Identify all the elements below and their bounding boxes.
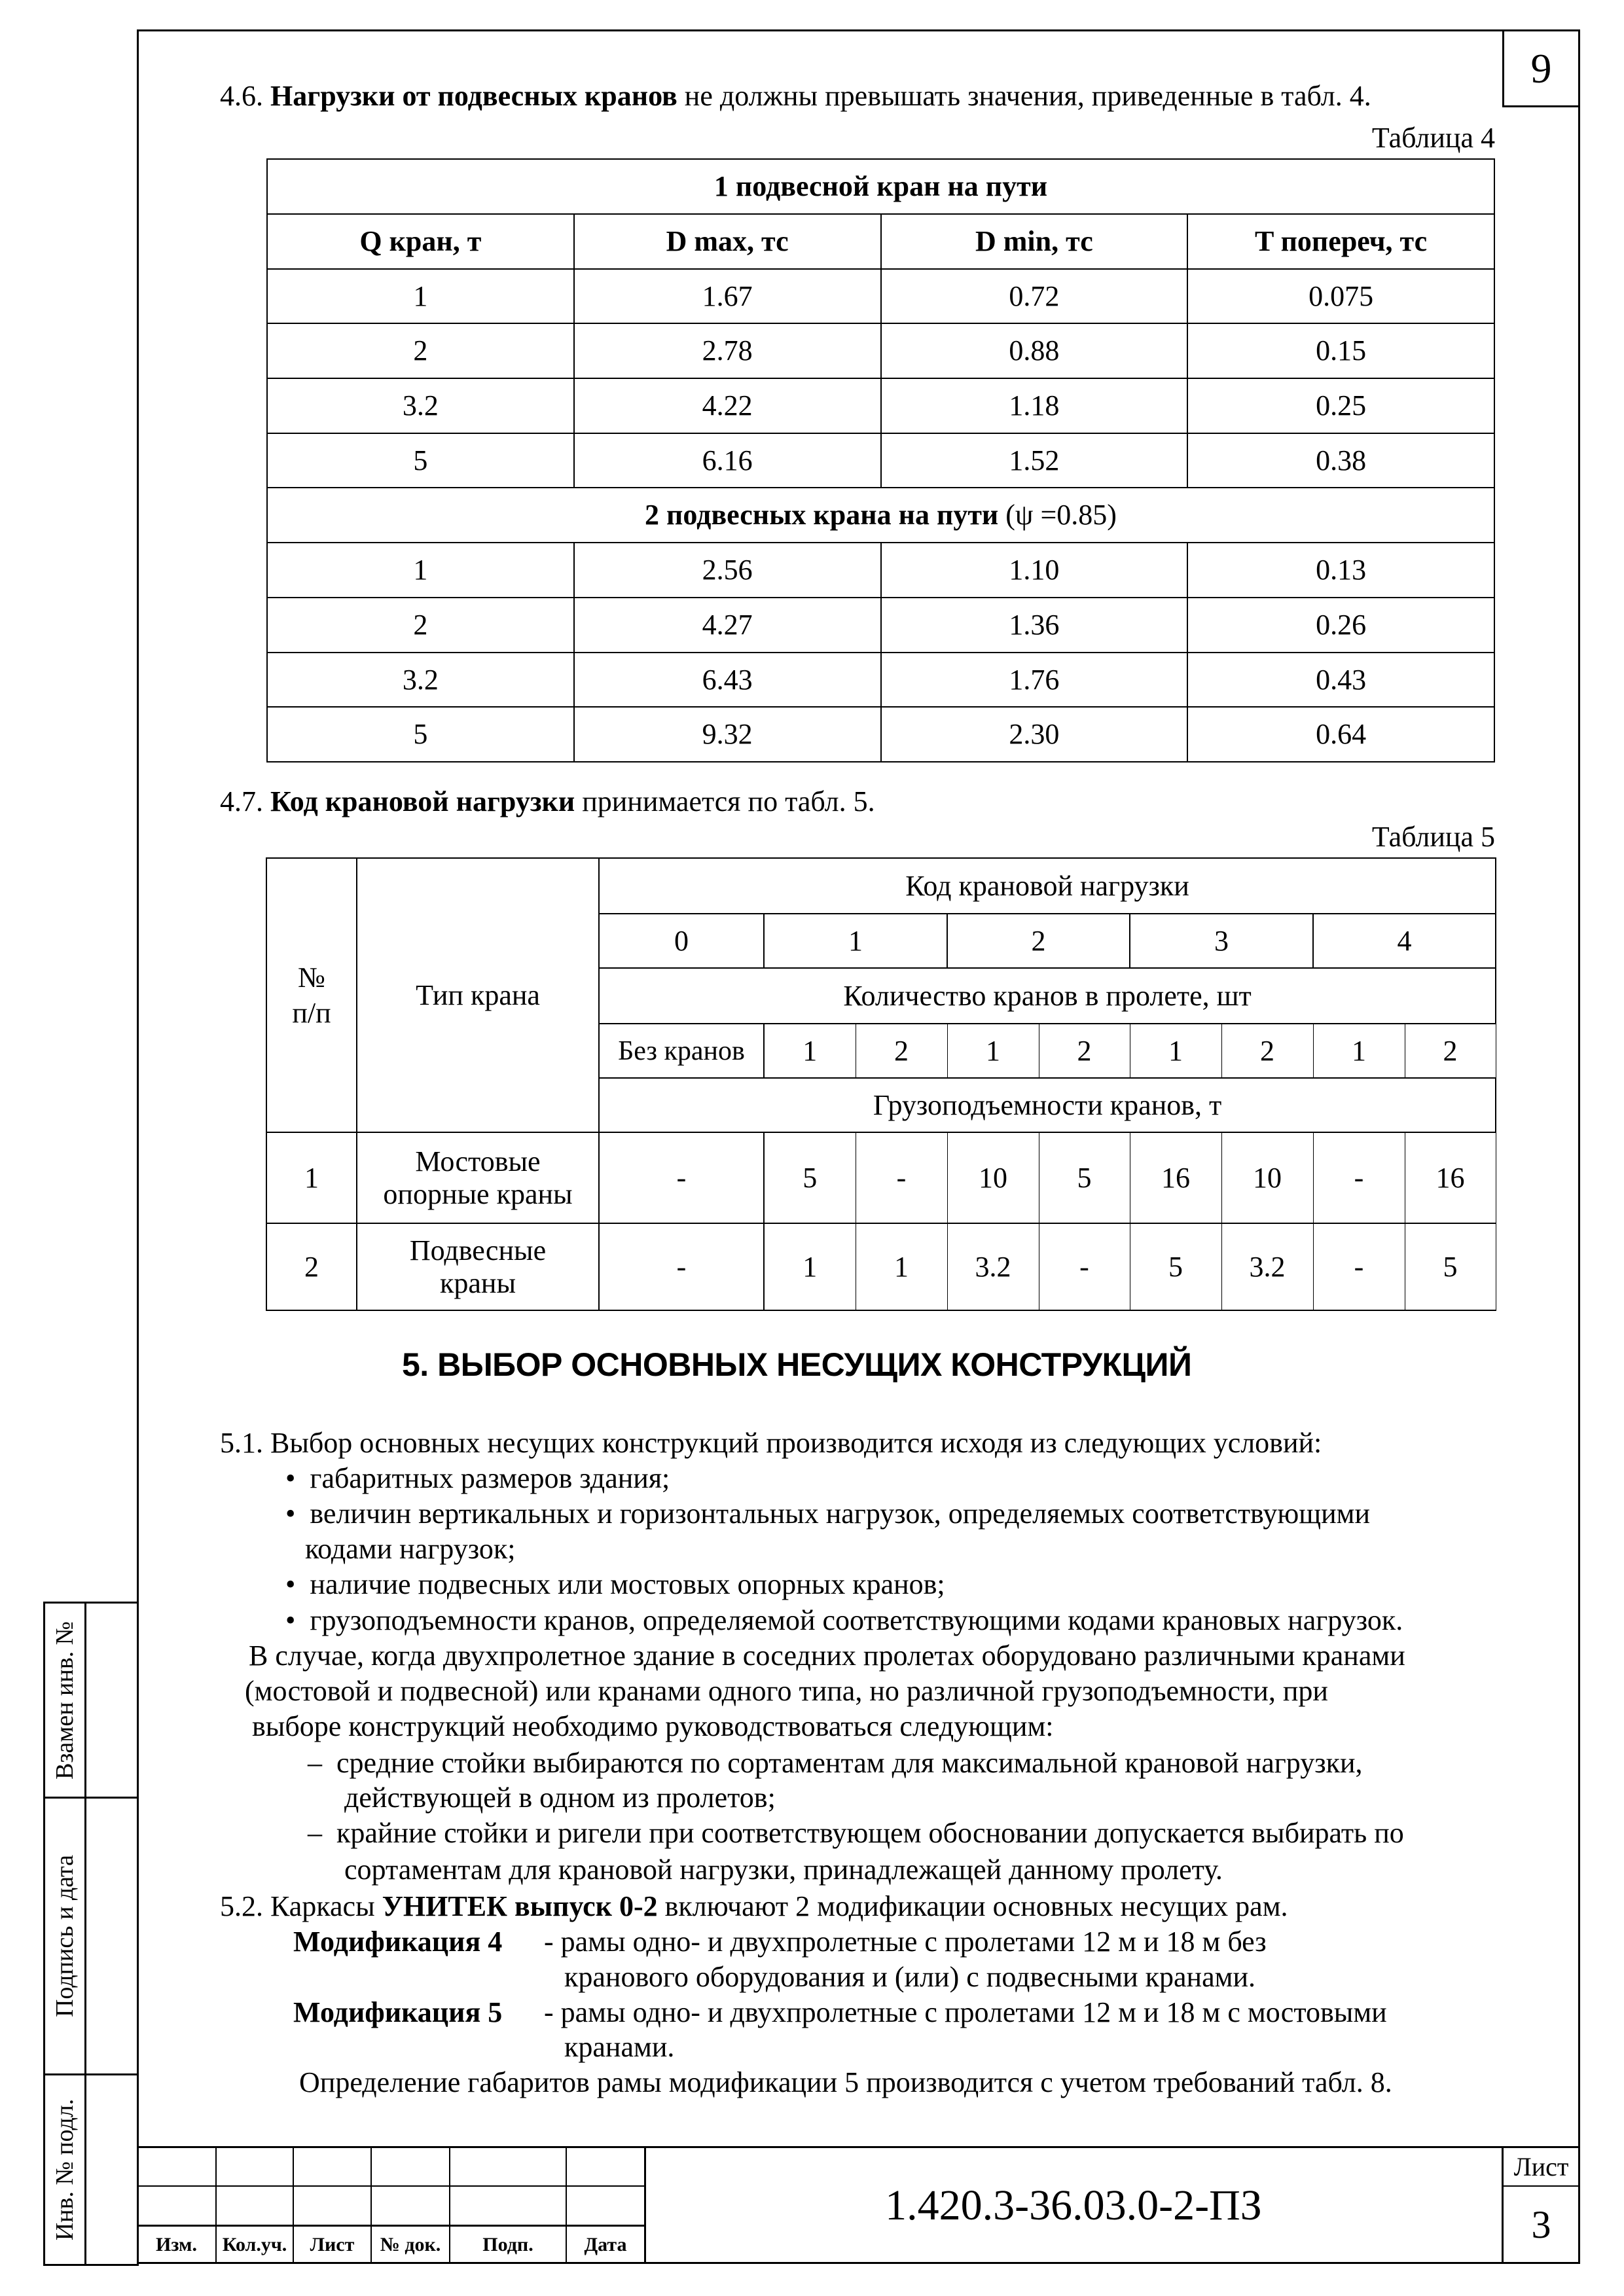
dash-icon: – [308, 1817, 336, 1849]
side-stamp-original-inv [43, 2073, 139, 2266]
table-4-header: Q кран, т [267, 214, 574, 269]
table-4-header: D max, тс [574, 214, 881, 269]
table-5-capacity-title: Грузоподъемности кранов, т [599, 1078, 1496, 1132]
table-cell: 2.30 [881, 707, 1188, 762]
table-cell: 1 [267, 269, 574, 323]
clause-number: 4.7. [220, 785, 263, 817]
case-paragraph-line: В случае, когда двухпролетное здание в соседних пролетах оборудовано различными кранами [249, 1640, 1405, 1672]
table-row [266, 1132, 1496, 1223]
clause-bold-text: Нагрузки от подвесных кранов [270, 80, 677, 112]
tb-col-date: Дата [584, 2233, 627, 2255]
bullet-item [285, 1496, 1370, 1532]
count-cell: 1 [947, 1024, 1039, 1078]
table-cell: 1 [856, 1223, 947, 1310]
count-cell: 1 [1313, 1024, 1405, 1078]
side-stamp-label: Инв. № подл. [51, 2098, 79, 2241]
bullet-item [285, 1603, 1403, 1638]
code-header: 0 [599, 914, 764, 968]
table-cell: 6.43 [574, 653, 881, 707]
col-num-label: № п/п [292, 961, 331, 1029]
table-cell: 0.38 [1187, 433, 1494, 488]
crane-type [357, 1223, 599, 1310]
modification-5-continuation: кранами. [564, 2031, 675, 2063]
paragraph-5-1: 5.1. Выбор основных несущих конструкций производится исходя из следующих условий: [220, 1427, 1322, 1459]
table-cell: - [599, 1132, 764, 1223]
count-cell: 2 [856, 1024, 947, 1078]
clause-number: 4.6. [220, 80, 263, 112]
table-cell: 10 [947, 1132, 1039, 1223]
title-block-row-rule [137, 2185, 645, 2187]
table-cell: 1 [267, 543, 574, 598]
bullet-continuation: кодами нагрузок; [305, 1533, 516, 1565]
final-note: Определение габаритов рамы модификации 5 производится с учетом требований табл. 8. [299, 2066, 1392, 2098]
side-stamp-label-cell [45, 1604, 86, 1797]
table-cell: 1.67 [574, 269, 881, 323]
tb-col-signature: Подп. [482, 2233, 533, 2255]
table-cell: 5 [267, 707, 574, 762]
group2-title-bold: 2 подвесных крана на пути [645, 499, 999, 531]
paragraph-4-6 [220, 79, 1371, 114]
table-cell: - [1313, 1223, 1405, 1310]
crane-type-line: опорные краны [383, 1177, 573, 1210]
table-4-header: D min, тс [881, 214, 1188, 269]
table-cell: - [1039, 1223, 1130, 1310]
table-cell: 5 [267, 433, 574, 488]
clause-bold-text: Код крановой нагрузки [270, 785, 575, 817]
table-cell: 5 [764, 1132, 856, 1223]
side-stamp-label: Взамен инв. № [51, 1621, 79, 1780]
table-row [267, 433, 1494, 488]
table-cell: 5 [1130, 1223, 1221, 1310]
section-5-heading: 5. ВЫБОР ОСНОВНЫХ НЕСУЩИХ КОНСТРУКЦИЙ [402, 1346, 1192, 1383]
dash-text: средние стойки выбираются по сортаментам для максимальной крановой нагрузки, [336, 1747, 1363, 1779]
document-code: 1.420.3-36.03.0-2-ПЗ [885, 2181, 1262, 2229]
table-cell: 9.32 [574, 707, 881, 762]
table-cell: 0.88 [881, 323, 1188, 378]
side-stamp-label-cell [45, 1799, 86, 2073]
count-cell: 2 [1221, 1024, 1313, 1078]
table-4-header: T попереч, тс [1187, 214, 1494, 269]
table-cell: 0.43 [1187, 653, 1494, 707]
table-cell: 2.56 [574, 543, 881, 598]
sheet-number: 3 [1531, 2203, 1551, 2246]
table-row [267, 707, 1494, 762]
table-cell: 10 [1221, 1132, 1313, 1223]
table-cell: 16 [1130, 1132, 1221, 1223]
modification-4-text: - рамы одно- и двухпролетные с пролетами 12 м и 18 м без [544, 1926, 1267, 1958]
dash-continuation: действующей в одном из пролетов; [344, 1782, 776, 1814]
crane-type [357, 1132, 599, 1223]
table-5-col-type: Тип крана [357, 858, 599, 1132]
table-5 [266, 857, 1496, 1311]
table-row [267, 378, 1494, 433]
count-cell: 2 [1039, 1024, 1130, 1078]
modification-5-text: - рамы одно- и двухпролетные с пролетами 12 м и 18 м с мостовыми [544, 1996, 1387, 2028]
bullet-text: наличие подвесных или мостовых опорных кранов; [310, 1568, 945, 1600]
dash-item [308, 1746, 1363, 1781]
bullet-text: габаритных размеров здания; [310, 1462, 670, 1494]
bullet-icon: • [285, 1604, 310, 1636]
table-row [267, 543, 1494, 598]
row-num: 1 [266, 1132, 357, 1223]
p52-text: включают 2 модификации основных несущих рам. [657, 1890, 1288, 1922]
bullet-text: грузоподъемности кранов, определяемой соответствующими кодами крановых нагрузок. [310, 1604, 1403, 1636]
table-cell: 0.26 [1187, 598, 1494, 653]
modification-5-label: Модификация 5 [293, 1996, 503, 2028]
modification-4-continuation: кранового оборудования и (или) с подвесными кранами. [564, 1961, 1255, 1993]
table-cell: 2 [267, 323, 574, 378]
table-cell: 0.25 [1187, 378, 1494, 433]
table-row [267, 653, 1494, 707]
table-5-col-num [266, 858, 357, 1132]
code-header: 3 [1130, 914, 1313, 968]
table-cell: 4.27 [574, 598, 881, 653]
dash-continuation: сортаментам для крановой нагрузки, принадлежащей данному пролету. [344, 1854, 1223, 1886]
sheet-label: Лист [1513, 2151, 1569, 2181]
count-cell: 1 [1130, 1024, 1221, 1078]
crane-type-line: краны [439, 1266, 516, 1299]
dash-icon: – [308, 1747, 336, 1779]
table-cell: 1.18 [881, 378, 1188, 433]
bullet-item [285, 1567, 945, 1602]
clause-text: не должны превышать значения, приведенные в табл. 4. [677, 80, 1371, 112]
table-row [266, 1223, 1496, 1310]
dash-text: крайние стойки и ригели при соответствующем обосновании допускается выбирать по [336, 1817, 1404, 1849]
bullet-item [285, 1461, 670, 1496]
table-cell: 3.2 [267, 378, 574, 433]
bullet-icon: • [285, 1568, 310, 1600]
table-cell: 0.64 [1187, 707, 1494, 762]
table-cell: 16 [1405, 1132, 1496, 1223]
table-cell: 1.76 [881, 653, 1188, 707]
table-cell: 1.10 [881, 543, 1188, 598]
count-cell: 1 [764, 1024, 856, 1078]
table-cell: 0.15 [1187, 323, 1494, 378]
paragraph-4-7 [220, 784, 875, 819]
table-5-code-title: Код крановой нагрузки [599, 858, 1496, 914]
crane-type-line: Мостовые [415, 1145, 541, 1177]
table-cell: - [856, 1132, 947, 1223]
clause-text: принимается по табл. 5. [575, 785, 875, 817]
table-cell: 5 [1039, 1132, 1130, 1223]
table-cell: 2.78 [574, 323, 881, 378]
dash-item [308, 1816, 1404, 1851]
crane-type-line: Подвесные [409, 1234, 547, 1266]
tb-col-change: Изм. [156, 2233, 197, 2255]
count-cell: Без кранов [599, 1024, 764, 1078]
table-4-caption: Таблица 4 [1371, 122, 1495, 154]
code-header: 1 [764, 914, 947, 968]
table-row [267, 323, 1494, 378]
table-cell: 0.13 [1187, 543, 1494, 598]
table-cell: - [1313, 1132, 1405, 1223]
table-cell: 5 [1405, 1223, 1496, 1310]
group2-title-rest: (ψ =0.85) [998, 499, 1117, 531]
tb-col-sheet: Лист [310, 2233, 355, 2255]
bullet-icon: • [285, 1462, 310, 1494]
table-row [267, 598, 1494, 653]
table-cell: 6.16 [574, 433, 881, 488]
side-stamp-replaced-inv [43, 1602, 139, 1799]
modification-4-label: Модификация 4 [293, 1926, 503, 1958]
case-paragraph-line: выборе конструкций необходимо руководствоваться следующим: [252, 1710, 1054, 1742]
table-cell: 3.2 [1221, 1223, 1313, 1310]
table-cell: 4.22 [574, 378, 881, 433]
code-header: 2 [947, 914, 1130, 968]
table-cell: 3.2 [267, 653, 574, 707]
row-num: 2 [266, 1223, 357, 1310]
table-cell: - [599, 1223, 764, 1310]
bullet-icon: • [285, 1498, 310, 1530]
side-stamp-label-cell [45, 2075, 86, 2264]
page-number: 9 [1530, 45, 1552, 92]
p52-bold: УНИТЕК выпуск 0-2 [382, 1890, 658, 1922]
side-stamp-label: Подпись и дата [51, 1854, 79, 2018]
table-cell: 0.72 [881, 269, 1188, 323]
table-cell: 1.36 [881, 598, 1188, 653]
page-number-box [1502, 29, 1580, 107]
code-header: 4 [1313, 914, 1496, 968]
p52-text: 5.2. Каркасы [220, 1890, 382, 1922]
table-4 [266, 158, 1495, 762]
table-row [267, 269, 1494, 323]
tb-col-doc-no: № док. [380, 2233, 441, 2255]
table-cell: 0.075 [1187, 269, 1494, 323]
table-cell: 3.2 [947, 1223, 1039, 1310]
paragraph-5-2 [220, 1889, 1288, 1924]
table-cell: 1.52 [881, 433, 1188, 488]
side-stamp-signature-date [43, 1797, 139, 2075]
case-paragraph-line: (мостовой и подвесной) или кранами одного типа, но различной грузоподъемности, при [245, 1675, 1328, 1707]
bullet-text: величин вертикальных и горизонтальных нагрузок, определяемых соответствующими [310, 1498, 1371, 1530]
count-cell: 2 [1405, 1024, 1496, 1078]
table-5-count-title: Количество кранов в пролете, шт [599, 968, 1496, 1024]
table-4-group2-title [267, 488, 1494, 543]
tb-col-count: Кол.уч. [222, 2233, 287, 2255]
table-5-caption: Таблица 5 [1371, 821, 1495, 853]
table-cell: 1 [764, 1223, 856, 1310]
table-4-group1-title: 1 подвесной кран на пути [267, 159, 1494, 214]
table-cell: 2 [267, 598, 574, 653]
